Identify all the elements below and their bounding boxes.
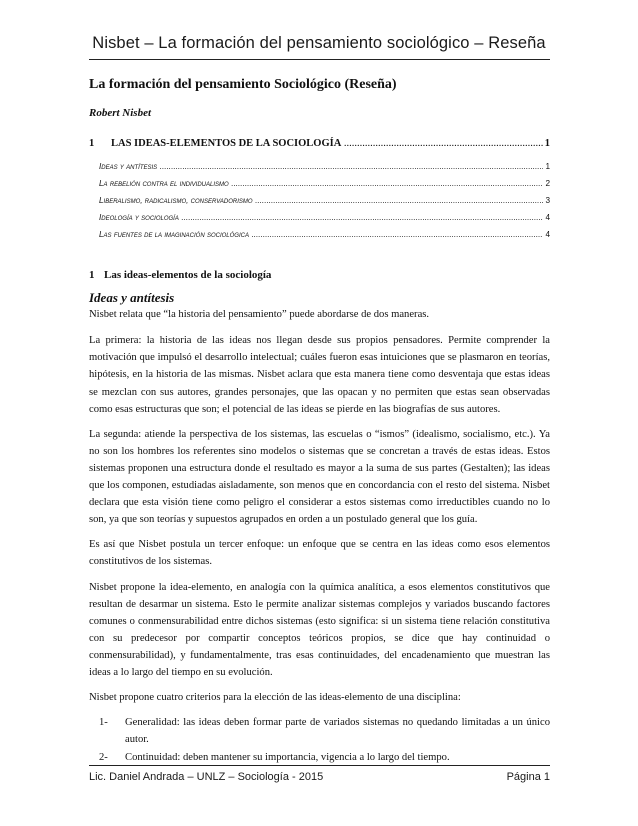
list-item-number: 1- [99,717,108,729]
paragraph-criterios: Nisbet propone cuatro criterios para la elección de las ideas-elemento de una disciplina: [89,692,461,704]
criteria-list [89,714,550,766]
document-title: La formación del pensamiento Sociológico (Reseña) [89,77,397,92]
paragraph-primera: La primera: la historia de las ideas nos llegan desde sus propios pensadores. Permite comprender la motivación que impulsó el desarrollo intelectual; cuáles fueron esas intuiciones que se plasmaron en teorías, hipótesis, en la historia de las mismas. Nisbet aclara que esta manera tiene como desventaja que estas ideas se mezclan con sus autores, grandes personajes, que las opacan y no permiten que estas sean observadas como esas estructuras que son; el potencial de las ideas se pierde en las biografías de sus autores. [89,335,550,415]
toc-entry-liberalismo[interactable] [99,192,550,209]
footer-author: Lic. Daniel Andrada – UNLZ – Sociología - 2015 [89,771,324,783]
toc-main-number: 1 [89,138,95,150]
header-divider [89,59,550,60]
toc-entry-ideas-antitesis[interactable] [99,158,550,175]
toc-entry-page: 2 [545,179,550,189]
section-title: Las ideas-elementos de la sociología [104,269,272,282]
toc-main-label: LAS IDEAS-ELEMENTOS DE LA SOCIOLOGÍA ..... [111,136,543,152]
toc-entry-label: Liberalismo, radicalismo, conservadorismo ..... [99,192,543,209]
list-item-text: Continuidad: deben mantener su importancia, vigencia a lo largo del tiempo. [125,752,450,764]
page-number: Página 1 [506,771,550,783]
toc-entry-ideologia[interactable] [99,209,550,226]
running-header: Nisbet – La formación del pensamiento sociológico – Reseña [92,34,546,52]
author-name: Robert Nisbet [89,107,152,119]
section-number: 1 [89,269,95,282]
list-item [89,749,550,766]
toc-entry-rebelion[interactable] [99,175,550,192]
toc-entry-label: Ideas y antítesis ..... [99,158,543,175]
list-item [89,714,550,748]
footer-divider [89,765,550,766]
subsection-heading: Ideas y antítesis [89,290,175,306]
toc-entry-page: 4 [545,213,550,223]
page-body [89,75,550,767]
toc-entry-page: 3 [545,196,550,206]
toc-entry-page: 1 [545,162,550,172]
toc-entry-fuentes[interactable] [99,226,550,243]
toc-main-entry[interactable] [89,136,550,152]
toc-entry-label: Ideología y sociología ..... [99,209,543,226]
toc-entry-label: Las fuentes de la imaginación sociológica ..... [99,226,543,243]
list-item-number: 2- [99,752,108,764]
toc-entry-page: 4 [545,230,550,240]
paragraph-segunda: La segunda: atiende la perspectiva de los sistemas, las escuelas o “ismos” (idealismo, socialismo, etc.). Ya no son los hombres los referentes sino modelos o sistemas que se concretan a través de estas ideas. Estos sistemas proponen una estructura donde el resultado es mayor a la suma de sus partes (Gestalten); las ideas que los componen, estudiadas aisladamente, son menos que en concordancia con el resto del sistema. Nisbet declara que esta visión tiene como peligro el considerar a estos sistemas como irreductibles cuando no lo son, ya que son teorías y supuestos agrupados en orden a un postulado general que los guía. [89,428,550,526]
toc-entry-label: La rebelión contra el individualismo ..... [99,175,543,192]
paragraph-intro: Nisbet relata que “la historia del pensamiento” puede abordarse de dos maneras. [89,309,430,321]
list-item-text: Generalidad: las ideas deben formar parte de variados sistemas no quedando limitadas a un único autor. [125,717,550,746]
paragraph-idea-elemento: Nisbet propone la idea-elemento, en analogía con la química analítica, a esos elementos constitutivos que resultan de desarmar un sistema. Esto le permite analizar sistemas complejos y variados buscando factores comunes o conmensurabilidad entre dichos sistemas (esto significa: si un sistema tiene relación constitutiva con su predecesor por compartir conceptos teóricos propios, se dice que hay continuidad o conmensurabilidad), y fundamentalmente, tras esas continuidades, del encadenamiento que muestran las ideas a lo largo del tiempo en su evolución. [89,581,550,678]
toc-main-page: 1 [544,138,550,150]
section-heading [89,267,550,284]
paragraph-tercer-enfoque: Es así que Nisbet postula un tercer enfoque: un enfoque que se centra en las ideas como esos elementos constitutivos de los sistemas. [89,539,550,568]
page-footer [89,771,550,783]
